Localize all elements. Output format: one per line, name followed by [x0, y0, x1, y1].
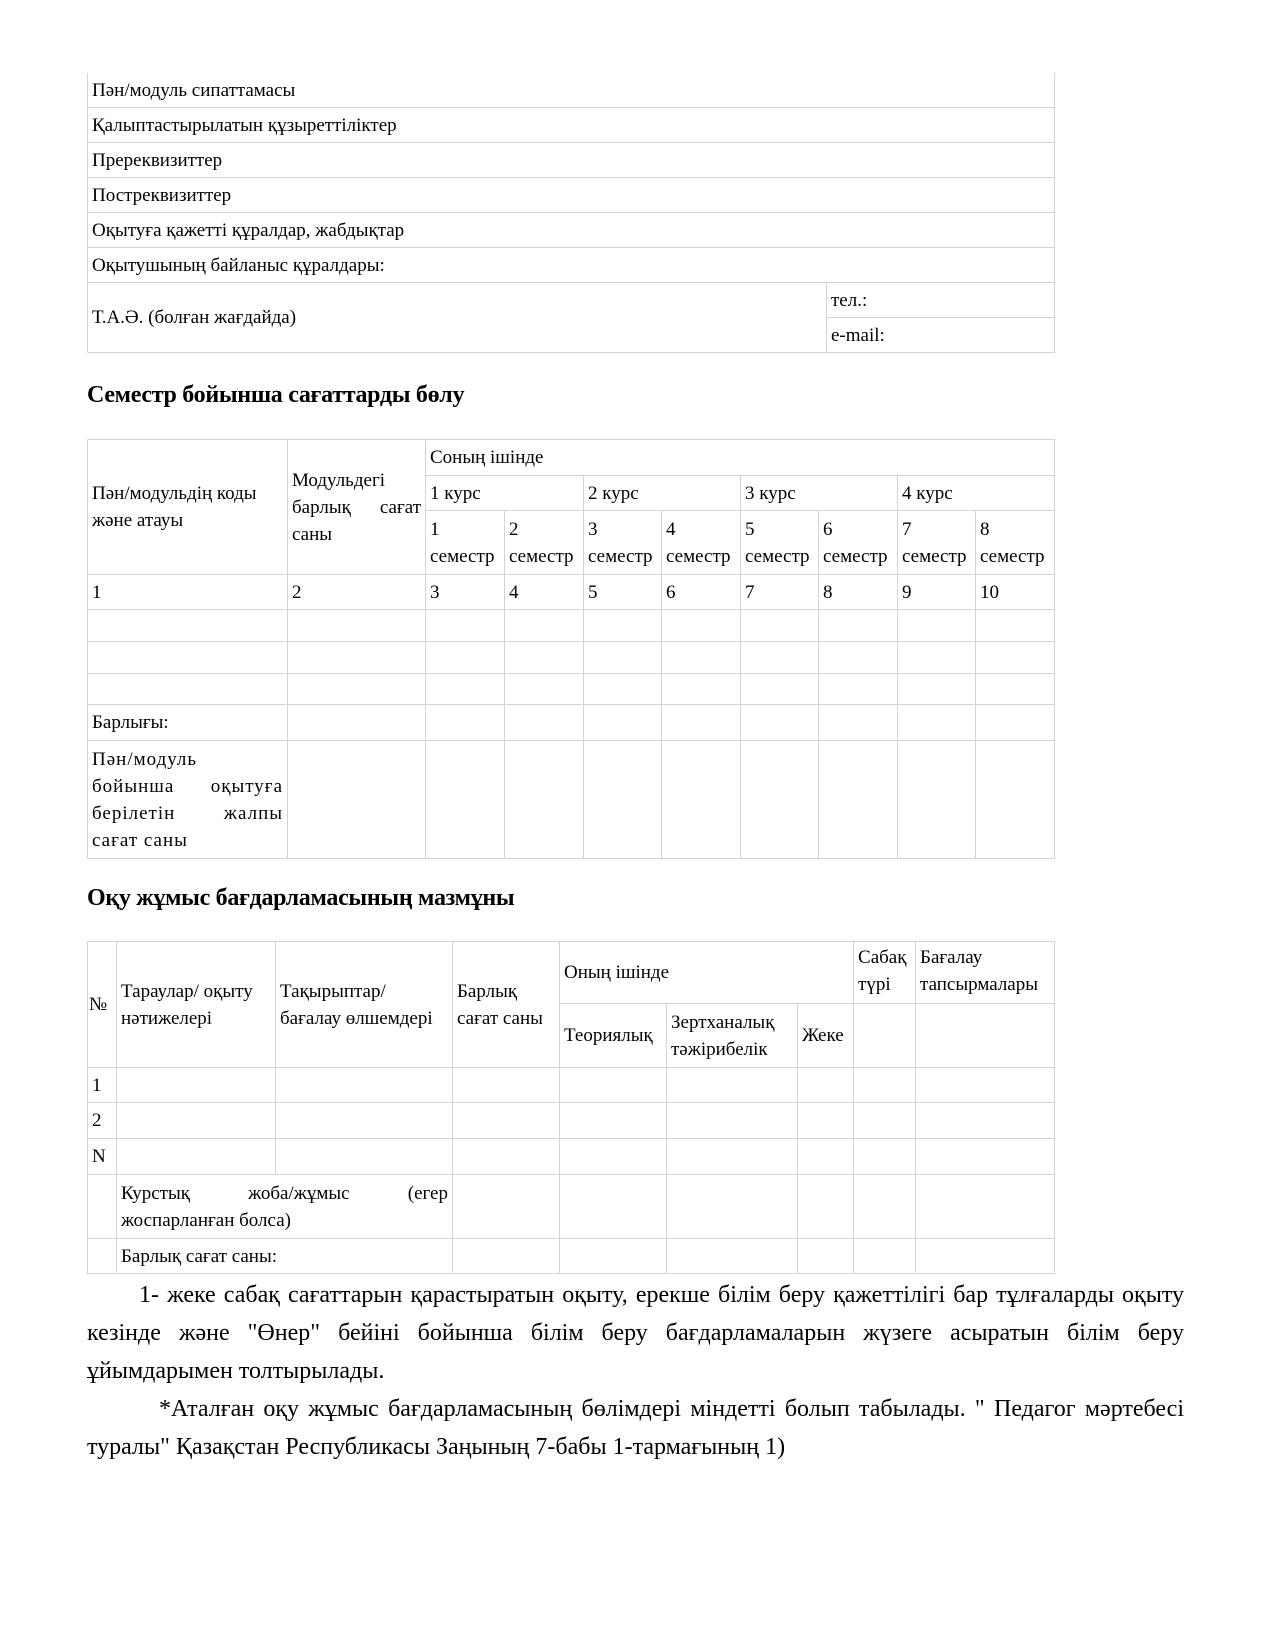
empty-cell	[117, 1068, 276, 1103]
table-row	[88, 143, 1055, 178]
empty-cell	[505, 741, 584, 859]
table-row	[88, 642, 1055, 674]
column-number: 2	[288, 575, 426, 610]
header-sections: Тараулар/ оқыту нәтижелері	[117, 942, 276, 1068]
module-info-table	[87, 73, 1055, 353]
empty-cell	[426, 741, 505, 859]
empty-cell	[560, 1103, 667, 1139]
column-number-row	[88, 575, 1055, 610]
header-total-hours: Барлық сағат саны	[453, 942, 560, 1068]
empty-cell	[560, 1175, 667, 1239]
total-hours-row	[88, 1239, 1055, 1274]
empty-cell	[667, 1139, 798, 1175]
header-code-name: Пән/модульдің коды және атауы	[88, 440, 288, 575]
header-row	[88, 440, 1055, 476]
empty-cell	[505, 674, 584, 705]
total-row	[88, 705, 1055, 741]
empty-cell	[854, 1068, 916, 1103]
empty-cell	[276, 1068, 453, 1103]
table-row	[88, 1068, 1055, 1103]
empty-cell	[560, 1068, 667, 1103]
header-total-hours: Модульдегі барлық сағат саны	[288, 440, 426, 575]
empty-cell	[662, 642, 741, 674]
header-semester-3: 3 семестр	[584, 511, 662, 575]
description-label: Пән/модуль сипаттамасы	[88, 73, 1055, 108]
phone-label: тел.:	[827, 283, 1055, 318]
column-number: 6	[662, 575, 741, 610]
teacher-name-label: Т.А.Ә. (болған жағдайда)	[88, 283, 827, 353]
section-title-semester-hours: Семестр бойынша сағаттарды бөлу	[87, 382, 465, 408]
empty-cell	[798, 1103, 854, 1139]
header-course-1: 1 курс	[426, 476, 584, 511]
empty-cell	[426, 610, 505, 642]
column-number: 4	[505, 575, 584, 610]
empty-cell	[505, 642, 584, 674]
empty-cell	[453, 1068, 560, 1103]
header-individual: Жеке	[798, 1004, 854, 1068]
equipment-label: Оқытуға қажетті құралдар, жабдықтар	[88, 213, 1055, 248]
column-number: 8	[819, 575, 898, 610]
empty-cell	[819, 741, 898, 859]
postrequisites-label: Постреквизиттер	[88, 178, 1055, 213]
empty-cell	[584, 610, 662, 642]
empty-cell	[453, 1103, 560, 1139]
empty-cell	[898, 674, 976, 705]
empty-cell	[898, 741, 976, 859]
header-course-3: 3 курс	[741, 476, 898, 511]
empty-cell	[798, 1239, 854, 1274]
program-content-table	[87, 941, 1055, 1274]
table-row	[88, 248, 1055, 283]
contact-means-label: Оқытушының байланыс құралдары:	[88, 248, 1055, 283]
empty-cell	[798, 1139, 854, 1175]
empty-cell	[819, 642, 898, 674]
empty-cell	[88, 674, 288, 705]
empty-cell	[667, 1103, 798, 1139]
section-title-program-content: Оқу жұмыс бағдарламасының мазмұны	[87, 885, 515, 911]
column-number: 5	[584, 575, 662, 610]
empty-cell	[916, 1239, 1055, 1274]
empty-cell	[88, 642, 288, 674]
semester-hours-table	[87, 439, 1055, 859]
row-number: 2	[88, 1103, 117, 1139]
header-including: Соның ішінде	[426, 440, 1055, 476]
empty-cell	[288, 705, 426, 741]
row-number: 1	[88, 1068, 117, 1103]
email-label: e-mail:	[827, 318, 1055, 353]
table-row	[88, 610, 1055, 642]
empty-cell	[898, 705, 976, 741]
header-theoretical: Теориялық	[560, 1004, 667, 1068]
empty-cell	[741, 705, 819, 741]
header-lab-practical: Зертханалық тәжірибелік	[667, 1004, 798, 1068]
empty-cell	[741, 642, 819, 674]
total-hours-label: Барлық сағат саны:	[117, 1239, 453, 1274]
empty-cell	[798, 1068, 854, 1103]
footnotes	[87, 1276, 1184, 1466]
empty-cell	[854, 1239, 916, 1274]
general-hours-row	[88, 741, 1055, 859]
table-row	[88, 1139, 1055, 1175]
empty-cell	[584, 642, 662, 674]
empty-cell	[976, 741, 1055, 859]
header-semester-5: 5 семестр	[741, 511, 819, 575]
table-row	[88, 213, 1055, 248]
header-course-2: 2 курс	[584, 476, 741, 511]
empty-cell	[898, 642, 976, 674]
empty-cell	[88, 1239, 117, 1274]
empty-cell	[741, 741, 819, 859]
empty-cell	[453, 1175, 560, 1239]
empty-cell	[560, 1139, 667, 1175]
empty-cell	[976, 705, 1055, 741]
table-row	[88, 283, 1055, 318]
empty-cell	[854, 1103, 916, 1139]
total-label: Барлығы:	[88, 705, 288, 741]
empty-cell	[662, 674, 741, 705]
header-number: №	[88, 942, 117, 1068]
empty-cell	[426, 705, 505, 741]
empty-cell	[916, 1004, 1055, 1068]
empty-cell	[288, 610, 426, 642]
empty-cell	[741, 674, 819, 705]
row-number: N	[88, 1139, 117, 1175]
empty-cell	[117, 1139, 276, 1175]
header-row	[88, 942, 1055, 1004]
footnote-2: *Аталған оқу жұмыс бағдарламасының бөлімдері міндетті болып табылады. " Педагог мәртебесі туралы" Қазақстан Республикасы Заңының 7-бабы 1-тармағының 1)	[87, 1396, 1184, 1460]
table-row	[88, 73, 1055, 108]
empty-cell	[854, 1139, 916, 1175]
header-lesson-type: Сабақ түрі	[854, 942, 916, 1004]
empty-cell	[88, 610, 288, 642]
empty-cell	[741, 610, 819, 642]
column-number: 9	[898, 575, 976, 610]
empty-cell	[976, 642, 1055, 674]
empty-cell	[505, 705, 584, 741]
empty-cell	[584, 705, 662, 741]
empty-cell	[276, 1139, 453, 1175]
table-row	[88, 674, 1055, 705]
empty-cell	[667, 1175, 798, 1239]
empty-cell	[276, 1103, 453, 1139]
empty-cell	[819, 674, 898, 705]
header-semester-1: 1 семестр	[426, 511, 505, 575]
prerequisites-label: Пререквизиттер	[88, 143, 1055, 178]
empty-cell	[662, 705, 741, 741]
empty-cell	[976, 674, 1055, 705]
empty-cell	[117, 1103, 276, 1139]
empty-cell	[453, 1139, 560, 1175]
empty-cell	[916, 1175, 1055, 1239]
empty-cell	[662, 741, 741, 859]
empty-cell	[88, 1175, 117, 1239]
header-course-4: 4 курс	[898, 476, 1055, 511]
competencies-label: Қалыптастырылатын құзыреттіліктер	[88, 108, 1055, 143]
header-including: Оның ішінде	[560, 942, 854, 1004]
empty-cell	[288, 674, 426, 705]
empty-cell	[505, 610, 584, 642]
column-number: 10	[976, 575, 1055, 610]
header-assessment-tasks: Бағалау тапсырмалары	[916, 942, 1055, 1004]
empty-cell	[976, 610, 1055, 642]
empty-cell	[819, 610, 898, 642]
empty-cell	[854, 1004, 916, 1068]
column-number: 1	[88, 575, 288, 610]
empty-cell	[667, 1068, 798, 1103]
empty-cell	[819, 705, 898, 741]
empty-cell	[916, 1103, 1055, 1139]
course-project-label: Курстық жоба/жұмыс (егер жоспарланған болса)	[117, 1175, 453, 1239]
empty-cell	[426, 642, 505, 674]
header-semester-2: 2 семестр	[505, 511, 584, 575]
empty-cell	[560, 1239, 667, 1274]
table-row	[88, 178, 1055, 213]
empty-cell	[798, 1175, 854, 1239]
empty-cell	[584, 741, 662, 859]
header-topics: Тақырыптар/ бағалау өлшемдері	[276, 942, 453, 1068]
column-number: 7	[741, 575, 819, 610]
empty-cell	[288, 741, 426, 859]
empty-cell	[667, 1239, 798, 1274]
table-row	[88, 1103, 1055, 1139]
table-row	[88, 108, 1055, 143]
empty-cell	[288, 642, 426, 674]
empty-cell	[584, 674, 662, 705]
header-semester-7: 7 семестр	[898, 511, 976, 575]
empty-cell	[453, 1239, 560, 1274]
empty-cell	[426, 674, 505, 705]
empty-cell	[662, 610, 741, 642]
general-hours-label: Пән/модуль бойынша оқытуға берілетін жалпы сағат саны	[88, 741, 288, 859]
empty-cell	[916, 1068, 1055, 1103]
header-semester-4: 4 семестр	[662, 511, 741, 575]
empty-cell	[854, 1175, 916, 1239]
empty-cell	[916, 1139, 1055, 1175]
empty-cell	[898, 610, 976, 642]
column-number: 3	[426, 575, 505, 610]
header-semester-6: 6 семестр	[819, 511, 898, 575]
footnote-1: 1- жеке сабақ сағаттарын қарастыратын оқыту, ерекше білім беру қажеттілігі бар тұлғаларды оқыту кезінде және "Өнер" бейіні бойынша білім беру бағдарламаларын жүзеге асыратын білім беру ұйымдарымен толтырылады.	[87, 1282, 1184, 1384]
header-semester-8: 8 семестр	[976, 511, 1055, 575]
course-project-row	[88, 1175, 1055, 1239]
